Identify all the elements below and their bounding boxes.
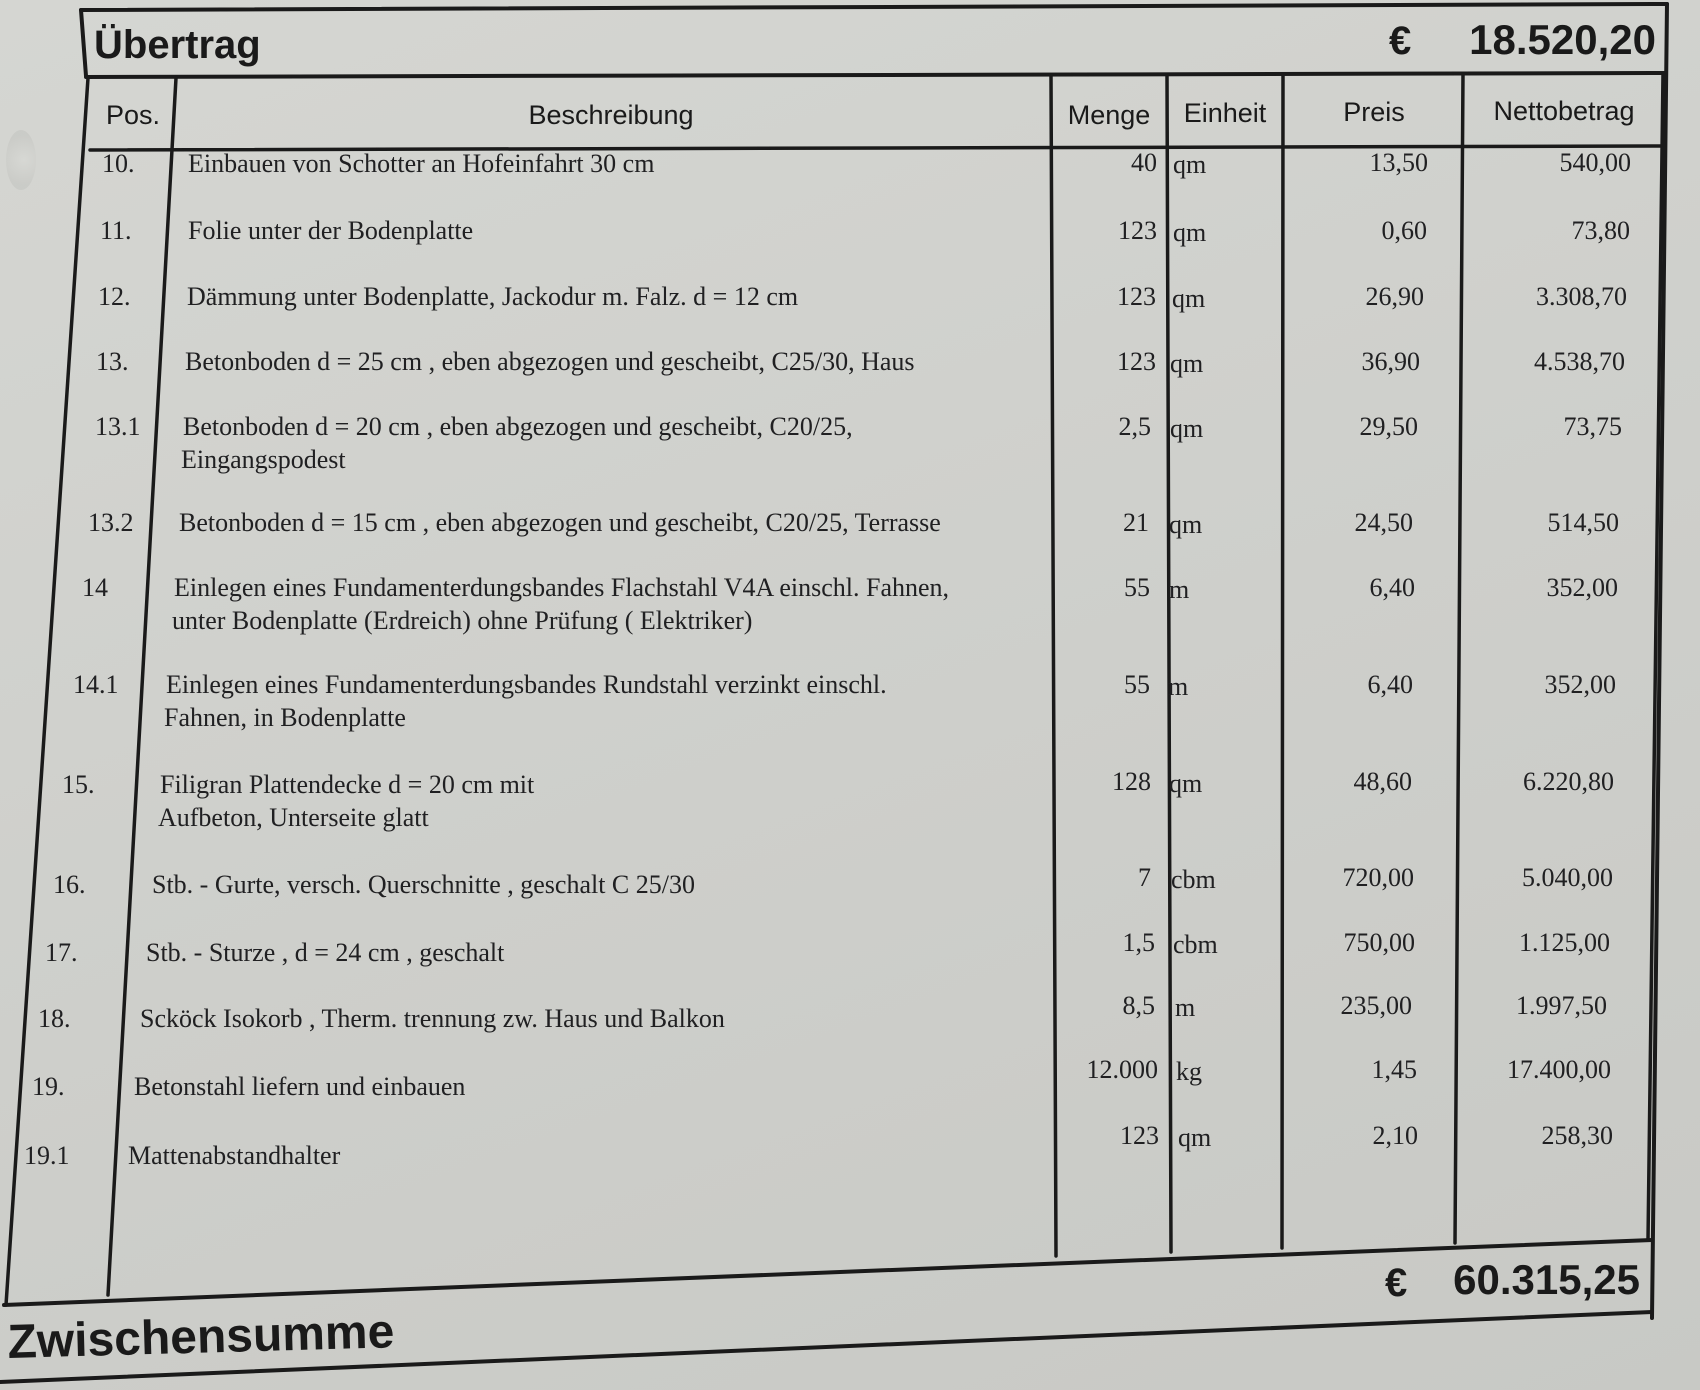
column-headers [106,96,1635,130]
row-net-amount: 1.125,00 [1519,928,1610,957]
line-items [24,148,1631,1170]
row-description: Filigran Plattendecke d = 20 cm mit [160,770,535,799]
row-quantity: 128 [1112,767,1151,796]
row-price: 720,00 [1342,863,1414,892]
row-description: Betonboden d = 25 cm , eben abgezogen und gescheibt, C25/30, Haus [185,347,915,376]
row-description: Scköck Isokorb , Therm. trennung zw. Haus und Balkon [140,1004,725,1033]
row-pos: 19.1 [24,1141,70,1170]
table-row [98,282,1627,313]
table-row [62,767,1614,832]
carryover-currency: € [1389,19,1412,63]
row-net-amount: 540,00 [1559,148,1631,177]
row-description: unter Bodenplatte (Erdreich) ohne Prüfung ( Elektriker) [172,606,753,635]
row-net-amount: 1.997,50 [1516,991,1607,1020]
table-row [95,412,1622,474]
row-quantity: 40 [1131,148,1157,177]
row-quantity: 123 [1118,216,1157,245]
table-row [88,508,1619,539]
row-description: Stb. - Gurte, versch. Querschnitte , geschalt C 25/30 [152,870,695,899]
row-quantity: 8,5 [1122,991,1155,1020]
table-row [73,670,1616,732]
row-quantity: 123 [1117,347,1156,376]
col-header-qty: Menge [1067,100,1151,130]
row-price: 29,50 [1359,412,1418,441]
row-description: Mattenabstandhalter [128,1141,341,1170]
table-row [45,928,1610,967]
col-header-unit: Einheit [1183,98,1267,128]
row-price: 36,90 [1361,347,1420,376]
row-description: Stb. - Sturze , d = 24 cm , geschalt [146,938,505,967]
row-unit: kg [1176,1057,1202,1086]
row-unit: m [1169,575,1190,604]
table-row [82,573,1618,635]
table-row [100,216,1630,247]
row-net-amount: 73,80 [1571,216,1630,245]
row-pos: 13. [96,347,129,376]
carryover-label: Übertrag [94,23,261,67]
row-price: 1,45 [1371,1055,1417,1084]
row-pos: 13.2 [88,508,134,537]
row-description: Einlegen eines Fundamenterdungsbandes Flachstahl V4A einschl. Fahnen, [174,573,950,602]
row-net-amount: 514,50 [1547,508,1619,537]
row-net-amount: 258,30 [1541,1121,1613,1150]
row-net-amount: 73,75 [1563,412,1622,441]
row-description: Betonboden d = 15 cm , eben abgezogen und gescheibt, C20/25, Terrasse [179,508,941,537]
row-net-amount: 6.220,80 [1523,767,1614,796]
row-unit: qm [1173,218,1207,247]
row-description: Folie unter der Bodenplatte [188,216,474,245]
row-description: Aufbeton, Unterseite glatt [158,803,429,832]
row-unit: qm [1169,769,1203,798]
row-pos: 15. [62,770,95,799]
row-description: Eingangspodest [181,445,346,474]
row-price: 0,60 [1381,216,1427,245]
row-description: Dämmung unter Bodenplatte, Jackodur m. Falz. d = 12 cm [187,282,799,311]
row-pos: 13.1 [95,412,141,441]
row-quantity: 55 [1124,670,1150,699]
row-description: Einbauen von Schotter an Hofeinfahrt 30 cm [188,149,655,178]
row-net-amount: 17.400,00 [1507,1055,1611,1084]
row-unit: m [1168,672,1189,701]
row-net-amount: 352,00 [1546,573,1618,602]
subtotal-label: Zwischensumme [6,1305,395,1369]
row-price: 2,10 [1372,1121,1418,1150]
row-net-amount: 352,00 [1544,670,1616,699]
row-price: 13,50 [1369,148,1428,177]
row-pos: 14 [82,573,108,602]
row-unit: qm [1173,150,1207,179]
row-pos: 17. [45,938,78,967]
row-quantity: 12.000 [1086,1055,1158,1084]
row-quantity: 21 [1123,508,1149,537]
table-row [32,1055,1611,1101]
row-quantity: 55 [1124,573,1150,602]
row-unit: qm [1169,510,1203,539]
row-unit: cbm [1171,865,1216,894]
subtotal-amount: 60.315,25 [1453,1256,1640,1303]
row-quantity: 7 [1138,863,1151,892]
row-price: 235,00 [1340,991,1412,1020]
table-row [96,347,1625,378]
row-quantity: 123 [1120,1121,1159,1150]
col-header-price: Preis [1343,97,1405,127]
row-price: 48,60 [1353,767,1412,796]
table-row [24,1121,1613,1170]
row-price: 26,90 [1365,282,1424,311]
row-unit: qm [1172,284,1206,313]
row-unit: m [1175,993,1196,1022]
row-net-amount: 3.308,70 [1536,282,1627,311]
row-description: Betonstahl liefern und einbauen [134,1072,466,1101]
row-price: 6,40 [1369,573,1415,602]
row-description: Einlegen eines Fundamenterdungsbandes Rundstahl verzinkt einschl. [166,670,887,699]
row-description: Betonboden d = 20 cm , eben abgezogen und gescheibt, C20/25, [183,412,853,441]
row-net-amount: 5.040,00 [1522,863,1613,892]
subtotal-currency: € [1385,1261,1408,1305]
table-row [38,991,1607,1033]
row-net-amount: 4.538,70 [1534,347,1625,376]
row-price: 750,00 [1343,928,1415,957]
row-price: 24,50 [1354,508,1413,537]
row-price: 6,40 [1367,670,1413,699]
row-unit: qm [1170,349,1204,378]
row-pos: 19. [32,1072,65,1101]
col-header-pos: Pos. [105,100,161,130]
row-pos: 10. [102,149,135,178]
carryover-amount: 18.520,20 [1469,16,1656,63]
row-quantity: 123 [1117,282,1156,311]
row-pos: 16. [53,870,86,899]
row-unit: qm [1170,414,1204,443]
table-row [102,148,1631,179]
row-unit: cbm [1173,930,1218,959]
row-quantity: 2,5 [1118,412,1151,441]
row-pos: 12. [98,282,131,311]
row-pos: 18. [38,1004,71,1033]
row-pos: 14.1 [73,670,119,699]
row-unit: qm [1178,1123,1212,1152]
col-header-net: Nettobetrag [1493,96,1635,126]
col-header-desc: Beschreibung [528,100,694,130]
table-row [53,863,1613,899]
row-quantity: 1,5 [1122,928,1155,957]
row-pos: 11. [100,216,132,245]
row-description: Fahnen, in Bodenplatte [164,703,406,732]
